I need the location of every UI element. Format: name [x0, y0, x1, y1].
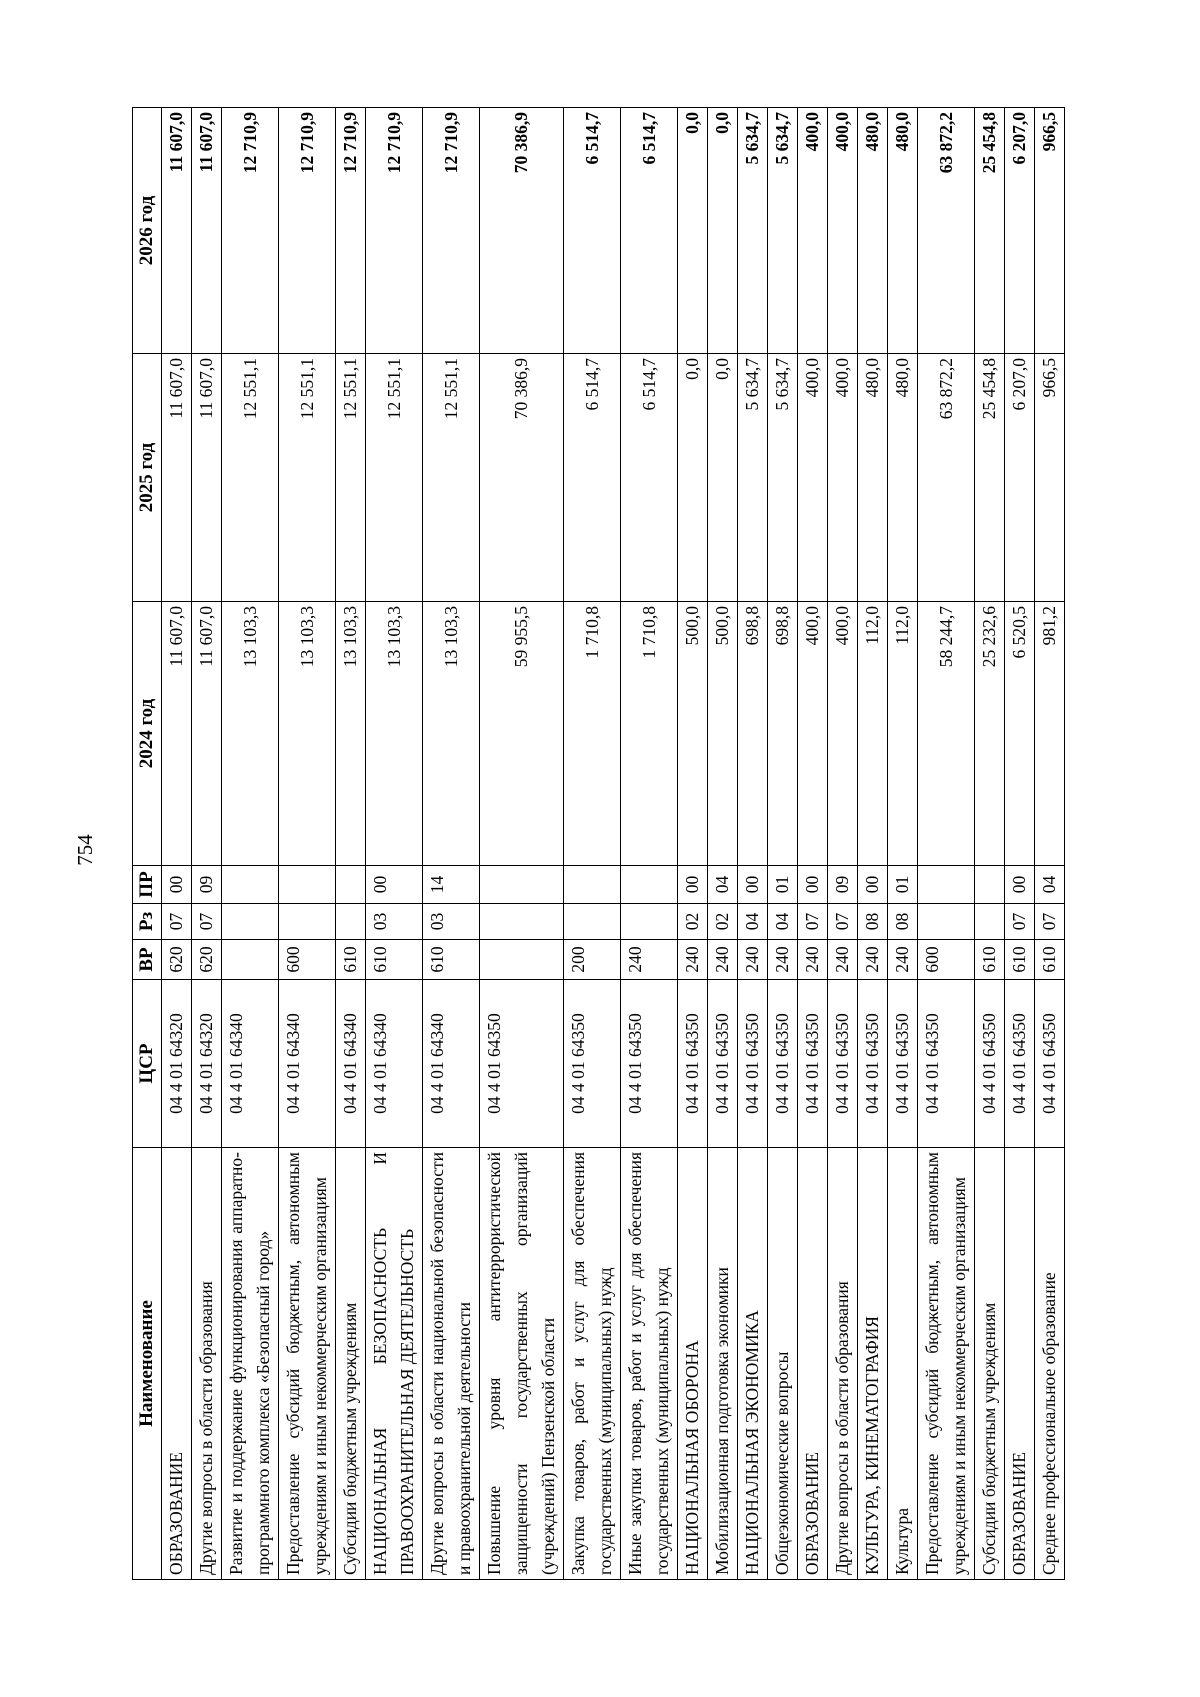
cell-name: НАЦИОНАЛЬНАЯ ОБОРОНА	[678, 1148, 708, 1580]
cell-y2024: 698,8	[738, 602, 768, 866]
cell-name: Культура	[888, 1148, 918, 1580]
cell-y2024: 112,0	[888, 602, 918, 866]
cell-rz	[918, 904, 975, 940]
cell-y2026: 70 386,9	[480, 108, 564, 354]
cell-pr	[975, 866, 1005, 904]
cell-y2024: 59 955,5	[480, 602, 564, 866]
cell-y2024: 500,0	[708, 602, 738, 866]
header-2025: 2025 год	[133, 354, 162, 602]
table-row	[798, 108, 828, 1580]
cell-y2026: 966,5	[1035, 108, 1065, 354]
cell-y2025: 63 872,2	[918, 354, 975, 602]
cell-name: Предоставление субсидий бюджетным, автономным учреждениям и иным некоммерческим организациям	[918, 1148, 975, 1580]
cell-y2026: 12 710,9	[366, 108, 423, 354]
table-row	[678, 108, 708, 1580]
cell-rz: 02	[678, 904, 708, 940]
table-row	[708, 108, 738, 1580]
cell-y2025: 966,5	[1035, 354, 1065, 602]
cell-vr: 240	[888, 940, 918, 980]
cell-csr: 04 4 01 64350	[828, 980, 858, 1148]
cell-pr	[222, 866, 279, 904]
cell-rz	[975, 904, 1005, 940]
cell-y2024: 1 710,8	[564, 602, 621, 866]
cell-y2025: 5 634,7	[738, 354, 768, 602]
cell-name: Предоставление субсидий бюджетным, автономным учреждениям и иным некоммерческим организациям	[279, 1148, 336, 1580]
cell-name: Иные закупки товаров, работ и услуг для обеспечения государственных (муниципальных) нужд	[621, 1148, 678, 1580]
cell-y2026: 6 514,7	[564, 108, 621, 354]
cell-y2024: 13 103,3	[222, 602, 279, 866]
cell-vr: 610	[1035, 940, 1065, 980]
cell-rz: 07	[162, 904, 192, 940]
cell-y2025: 12 551,1	[279, 354, 336, 602]
cell-csr: 04 4 01 64350	[480, 980, 564, 1148]
cell-rz	[222, 904, 279, 940]
table-container	[132, 108, 1072, 1580]
table-row	[918, 108, 975, 1580]
cell-rz: 02	[708, 904, 738, 940]
cell-y2025: 12 551,1	[222, 354, 279, 602]
table-row	[768, 108, 798, 1580]
cell-vr: 610	[975, 940, 1005, 980]
cell-y2026: 25 454,8	[975, 108, 1005, 354]
cell-name: Субсидии бюджетным учреждениям	[975, 1148, 1005, 1580]
cell-y2025: 12 551,1	[336, 354, 366, 602]
cell-y2025: 400,0	[828, 354, 858, 602]
cell-y2024: 6 520,5	[1005, 602, 1035, 866]
cell-vr: 240	[858, 940, 888, 980]
cell-vr: 240	[768, 940, 798, 980]
cell-y2026: 480,0	[858, 108, 888, 354]
cell-y2024: 500,0	[678, 602, 708, 866]
cell-y2026: 400,0	[828, 108, 858, 354]
cell-rz	[621, 904, 678, 940]
cell-name: НАЦИОНАЛЬНАЯ БЕЗОПАСНОСТЬ И ПРАВООХРАНИТЕЛЬНАЯ ДЕЯТЕЛЬНОСТЬ	[366, 1148, 423, 1580]
cell-y2026: 12 710,9	[222, 108, 279, 354]
header-csr: ЦСР	[133, 980, 162, 1148]
cell-csr: 04 4 01 64350	[858, 980, 888, 1148]
cell-csr: 04 4 01 64350	[975, 980, 1005, 1148]
cell-vr: 620	[162, 940, 192, 980]
cell-name: Среднее профессиональное образование	[1035, 1148, 1065, 1580]
cell-y2024: 58 244,7	[918, 602, 975, 866]
table-row	[564, 108, 621, 1580]
cell-y2026: 63 872,2	[918, 108, 975, 354]
cell-name: НАЦИОНАЛЬНАЯ ЭКОНОМИКА	[738, 1148, 768, 1580]
cell-pr	[564, 866, 621, 904]
cell-csr: 04 4 01 64340	[279, 980, 336, 1148]
cell-csr: 04 4 01 64350	[888, 980, 918, 1148]
cell-name: Закупка товаров, работ и услуг для обеспечения государственных (муниципальных) нужд	[564, 1148, 621, 1580]
table-row	[888, 108, 918, 1580]
cell-vr: 610	[1005, 940, 1035, 980]
cell-y2024: 1 710,8	[621, 602, 678, 866]
cell-y2026: 6 207,0	[1005, 108, 1035, 354]
cell-vr	[222, 940, 279, 980]
table-row	[336, 108, 366, 1580]
cell-csr: 04 4 01 64320	[192, 980, 222, 1148]
cell-y2025: 12 551,1	[423, 354, 480, 602]
cell-csr: 04 4 01 64340	[423, 980, 480, 1148]
cell-pr: 09	[192, 866, 222, 904]
cell-y2024: 11 607,0	[162, 602, 192, 866]
cell-y2025: 6 514,7	[564, 354, 621, 602]
cell-vr: 240	[738, 940, 768, 980]
cell-vr: 600	[918, 940, 975, 980]
cell-vr: 600	[279, 940, 336, 980]
cell-y2024: 11 607,0	[192, 602, 222, 866]
cell-csr: 04 4 01 64340	[366, 980, 423, 1148]
cell-rz: 08	[888, 904, 918, 940]
cell-pr: 00	[858, 866, 888, 904]
cell-name: ОБРАЗОВАНИЕ	[1005, 1148, 1035, 1580]
cell-rz: 07	[798, 904, 828, 940]
cell-pr: 04	[1035, 866, 1065, 904]
cell-pr	[918, 866, 975, 904]
cell-y2024: 13 103,3	[279, 602, 336, 866]
cell-vr: 240	[678, 940, 708, 980]
cell-pr: 09	[828, 866, 858, 904]
cell-rz	[279, 904, 336, 940]
cell-rz: 08	[858, 904, 888, 940]
budget-table	[132, 107, 1065, 1580]
table-row	[192, 108, 222, 1580]
cell-rz	[564, 904, 621, 940]
cell-y2026: 5 634,7	[738, 108, 768, 354]
table-row	[162, 108, 192, 1580]
cell-csr: 04 4 01 64350	[738, 980, 768, 1148]
cell-name: Общеэкономические вопросы	[768, 1148, 798, 1580]
cell-y2026: 6 514,7	[621, 108, 678, 354]
cell-y2024: 400,0	[828, 602, 858, 866]
rotated-table-frame	[132, 108, 1072, 1580]
cell-rz: 03	[423, 904, 480, 940]
cell-y2026: 11 607,0	[192, 108, 222, 354]
cell-vr: 240	[798, 940, 828, 980]
cell-pr	[621, 866, 678, 904]
cell-y2025: 400,0	[798, 354, 828, 602]
cell-y2026: 480,0	[888, 108, 918, 354]
cell-name: Повышение уровня антитеррористической защищенности государственных организаций (учреждений) Пензенской области	[480, 1148, 564, 1580]
table-row	[1005, 108, 1035, 1580]
cell-y2025: 11 607,0	[162, 354, 192, 602]
cell-pr: 01	[888, 866, 918, 904]
cell-name: КУЛЬТУРА, КИНЕМАТОГРАФИЯ	[858, 1148, 888, 1580]
table-header-row	[133, 108, 162, 1580]
cell-y2025: 480,0	[858, 354, 888, 602]
cell-y2026: 12 710,9	[423, 108, 480, 354]
cell-rz: 07	[1035, 904, 1065, 940]
cell-pr: 04	[708, 866, 738, 904]
header-2024: 2024 год	[133, 602, 162, 866]
cell-y2024: 400,0	[798, 602, 828, 866]
cell-csr: 04 4 01 64340	[336, 980, 366, 1148]
cell-name: Развитие и поддержание функционирования аппаратно-программного комплекса «Безопасный город»	[222, 1148, 279, 1580]
cell-vr: 610	[423, 940, 480, 980]
cell-y2024: 698,8	[768, 602, 798, 866]
cell-name: Другие вопросы в области образования	[192, 1148, 222, 1580]
cell-y2026: 0,0	[708, 108, 738, 354]
cell-pr: 00	[162, 866, 192, 904]
table-row	[621, 108, 678, 1580]
page-number: 754	[73, 834, 97, 866]
cell-y2025: 11 607,0	[192, 354, 222, 602]
cell-csr: 04 4 01 64350	[918, 980, 975, 1148]
cell-name: Другие вопросы в области образования	[828, 1148, 858, 1580]
cell-vr: 240	[708, 940, 738, 980]
cell-y2025: 5 634,7	[768, 354, 798, 602]
cell-y2026: 12 710,9	[279, 108, 336, 354]
cell-csr: 04 4 01 64350	[621, 980, 678, 1148]
table-row	[975, 108, 1005, 1580]
table-row	[480, 108, 564, 1580]
table-row	[858, 108, 888, 1580]
cell-name: Субсидии бюджетным учреждениям	[336, 1148, 366, 1580]
cell-y2026: 0,0	[678, 108, 708, 354]
cell-vr: 200	[564, 940, 621, 980]
cell-name: ОБРАЗОВАНИЕ	[798, 1148, 828, 1580]
cell-y2024: 13 103,3	[336, 602, 366, 866]
cell-y2025: 12 551,1	[366, 354, 423, 602]
cell-y2026: 12 710,9	[336, 108, 366, 354]
cell-name: ОБРАЗОВАНИЕ	[162, 1148, 192, 1580]
table-row	[738, 108, 768, 1580]
cell-csr: 04 4 01 64350	[798, 980, 828, 1148]
cell-csr: 04 4 01 64350	[1005, 980, 1035, 1148]
cell-rz: 07	[828, 904, 858, 940]
cell-rz	[480, 904, 564, 940]
header-2026: 2026 год	[133, 108, 162, 354]
cell-vr: 240	[621, 940, 678, 980]
cell-rz: 04	[768, 904, 798, 940]
cell-y2025: 0,0	[678, 354, 708, 602]
cell-csr: 04 4 01 64350	[708, 980, 738, 1148]
cell-pr: 00	[678, 866, 708, 904]
cell-y2024: 981,2	[1035, 602, 1065, 866]
table-row	[828, 108, 858, 1580]
cell-pr: 14	[423, 866, 480, 904]
cell-csr: 04 4 01 64320	[162, 980, 192, 1148]
cell-y2026: 11 607,0	[162, 108, 192, 354]
cell-y2025: 25 454,8	[975, 354, 1005, 602]
table-row	[222, 108, 279, 1580]
header-name: Наименование	[133, 1148, 162, 1580]
cell-vr: 240	[828, 940, 858, 980]
cell-vr	[480, 940, 564, 980]
cell-y2024: 13 103,3	[366, 602, 423, 866]
cell-pr: 01	[768, 866, 798, 904]
cell-rz: 03	[366, 904, 423, 940]
cell-pr: 00	[1005, 866, 1035, 904]
header-vr: ВР	[133, 940, 162, 980]
cell-y2025: 6 514,7	[621, 354, 678, 602]
cell-y2024: 25 232,6	[975, 602, 1005, 866]
cell-y2024: 112,0	[858, 602, 888, 866]
cell-vr: 610	[336, 940, 366, 980]
cell-rz: 04	[738, 904, 768, 940]
cell-csr: 04 4 01 64350	[1035, 980, 1065, 1148]
cell-csr: 04 4 01 64350	[768, 980, 798, 1148]
cell-pr	[279, 866, 336, 904]
cell-rz	[336, 904, 366, 940]
table-row	[279, 108, 336, 1580]
cell-pr: 00	[798, 866, 828, 904]
cell-y2026: 5 634,7	[768, 108, 798, 354]
header-rz: Рз	[133, 904, 162, 940]
cell-y2025: 6 207,0	[1005, 354, 1035, 602]
cell-y2025: 70 386,9	[480, 354, 564, 602]
cell-csr: 04 4 01 64340	[222, 980, 279, 1148]
cell-csr: 04 4 01 64350	[678, 980, 708, 1148]
table-body	[162, 108, 1065, 1580]
cell-pr: 00	[366, 866, 423, 904]
cell-y2026: 400,0	[798, 108, 828, 354]
cell-name: Мобилизационная подготовка экономики	[708, 1148, 738, 1580]
cell-y2025: 480,0	[888, 354, 918, 602]
cell-vr: 610	[366, 940, 423, 980]
cell-pr	[480, 866, 564, 904]
header-pr: ПР	[133, 866, 162, 904]
table-row	[1035, 108, 1065, 1580]
cell-pr	[336, 866, 366, 904]
cell-rz: 07	[192, 904, 222, 940]
cell-pr: 00	[738, 866, 768, 904]
cell-rz: 07	[1005, 904, 1035, 940]
cell-y2025: 0,0	[708, 354, 738, 602]
cell-y2024: 13 103,3	[423, 602, 480, 866]
cell-vr: 620	[192, 940, 222, 980]
table-row	[423, 108, 480, 1580]
cell-csr: 04 4 01 64350	[564, 980, 621, 1148]
cell-name: Другие вопросы в области национальной безопасности и правоохранительной деятельности	[423, 1148, 480, 1580]
table-row	[366, 108, 423, 1580]
